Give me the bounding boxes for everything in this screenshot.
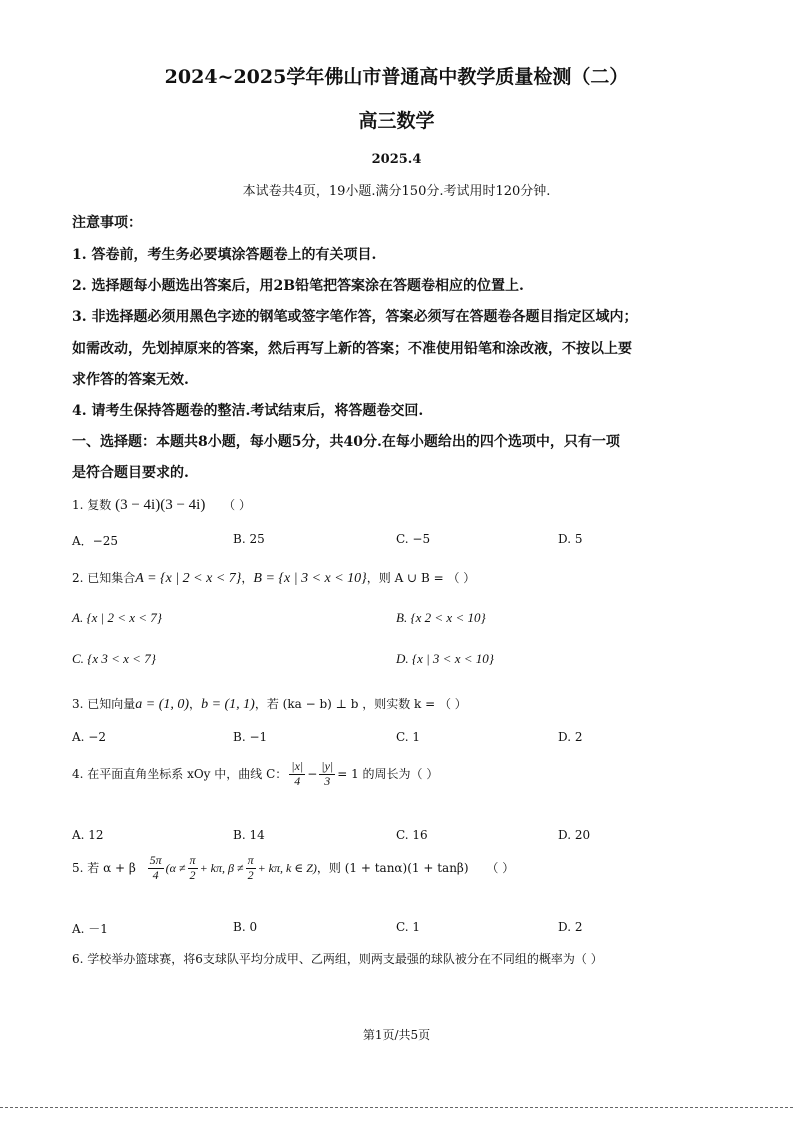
q2-option-a: A. {x | 2 < x < 7} <box>72 610 162 625</box>
q3-vector-a: a = (1, 0) <box>135 697 190 712</box>
q5-option-d: D. 2 <box>558 920 583 934</box>
q3-option-b: B. −1 <box>233 730 268 744</box>
q3-lead: 3. 已知向量 <box>72 697 136 711</box>
note-2: 2. 选择题每小题选出答案后，用2B铅笔把答案涂在答题卷相应的位置上. <box>72 278 524 294</box>
section-heading-line1: 一、选择题：本题共8小题，每小题5分，共40分.在每小题给出的四个选项中，只有一项 <box>72 434 620 450</box>
q3-option-a: A. −2 <box>72 730 106 744</box>
q5-fraction: $\frac{5\pi}{4}$ <box>149 853 162 882</box>
q2-ask: ，则 A ∪ B = （ ） <box>366 571 476 585</box>
q1-option-b: B. 25 <box>233 532 265 546</box>
q5-option-b: B. 0 <box>233 920 258 934</box>
q5-pi-half-1: $\frac{\pi}{2}$ <box>189 853 196 882</box>
q3-option-c: C. 1 <box>396 730 421 744</box>
q5-option-c: C. 1 <box>396 920 421 934</box>
q1-option-d: D. 5 <box>558 532 583 546</box>
q4-option-a: A. 12 <box>72 828 104 842</box>
q5-cond-2: + kπ, β ≠ <box>199 860 244 875</box>
note-3-line1: 3. 非选择题必须用黑色字迹的钢笔或签字笔作答，答案必须写在答题卷各题目指定区域内； <box>72 309 638 325</box>
note-4: 4. 请考生保持答题卷的整洁.考试结束后，将答题卷交回. <box>72 403 424 419</box>
q5-answer-blank: （ ） <box>486 860 515 875</box>
q4-option-b: B. 14 <box>233 828 265 842</box>
question-1 <box>72 496 251 514</box>
page-number: 第1页/共5页 <box>362 1028 431 1042</box>
q5-lead: 5. 若 α + β <box>72 860 136 875</box>
note-1: 1. 答卷前，考生务必要填涂答题卷上的有关项目. <box>72 247 377 263</box>
exam-subject: 高三数学 <box>358 110 435 132</box>
q1-answer-blank: （ ） <box>223 498 251 512</box>
q1-lead: 1. 复数 <box>72 498 112 512</box>
exam-title: 2024~2025学年佛山市普通高中教学质量检测（二） <box>164 66 629 88</box>
question-5 <box>72 854 514 883</box>
q4-fraction-y: $\frac{|y|}{3}$ <box>321 759 334 788</box>
notes-heading: 注意事项： <box>72 215 142 231</box>
question-4: 4. 在平面直角坐标系 xOy 中，曲线 C： $\frac{|x|}{4}$ − $\frac{|y|}{3}$ = 1 的周长为（ ） <box>72 759 439 788</box>
note-3-line2: 如需改动，先划掉原来的答案，然后再写上新的答案；不准使用铅笔和涂改液，不按以上要 <box>72 341 632 357</box>
q5-ask: ，则 (1 + tanα)(1 + tanβ) <box>316 860 469 875</box>
q4-fraction-x: $\frac{|x|}{4}$ <box>291 759 304 788</box>
q1-option-a: A．−25 <box>72 534 118 548</box>
page-divider <box>0 1107 793 1108</box>
q2-option-d: D. {x | 3 < x < 10} <box>396 651 494 666</box>
q4-option-c: C. 16 <box>396 828 428 842</box>
q3-option-d: D. 2 <box>558 730 583 744</box>
q4-ask: = 1 的周长为（ ） <box>337 766 439 781</box>
q2-lead: 2. 已知集合 <box>72 571 136 585</box>
q5-pi-half-2: $\frac{\pi}{2}$ <box>247 853 254 882</box>
q4-lead: 4. 在平面直角坐标系 xOy 中，曲线 C： <box>72 766 288 781</box>
q1-expression: (3 − 4i)(3 − 4i) <box>115 497 206 513</box>
q2-option-b: B. {x 2 < x < 10} <box>396 610 486 625</box>
q2-set-b: B = {x | 3 < x < 10} <box>253 571 367 586</box>
q5-cond-1: (α ≠ <box>165 860 186 875</box>
q4-option-d: D. 20 <box>558 828 591 842</box>
exam-intro: 本试卷共4页，19小题.满分150分.考试用时120分钟. <box>242 184 551 199</box>
exam-date: 2025.4 <box>371 152 422 167</box>
note-3-line3: 求作答的答案无效. <box>72 372 189 388</box>
section-heading-line2: 是符合题目要求的. <box>72 465 189 481</box>
q2-set-a: A = {x | 2 < x < 7} <box>135 571 242 586</box>
q5-option-a: A. －1 <box>72 922 108 936</box>
q3-vector-b: b = (1, 1) <box>201 697 255 712</box>
question-2: 2. 已知集合A = {x | 2 < x < 7}，B = {x | 3 < x < 10}，则 A ∪ B = （ ） <box>72 571 476 586</box>
question-3: 3. 已知向量a = (1, 0)，b = (1, 1)，若 (ka − b) ⊥ b ，则实数 k = （ ） <box>72 697 467 712</box>
question-6: 6. 学校举办篮球赛，将6支球队平均分成甲、乙两组，则两支最强的球队被分在不同组的概率为（ ） <box>72 952 603 966</box>
q3-condition: ，若 (ka − b) ⊥ b ，则实数 k = （ ） <box>254 697 467 711</box>
q1-option-c: C. −5 <box>396 532 431 546</box>
q5-cond-3: + kπ, k ∈ Z) <box>257 860 317 875</box>
q2-option-c: C. {x 3 < x < 7} <box>72 651 156 666</box>
